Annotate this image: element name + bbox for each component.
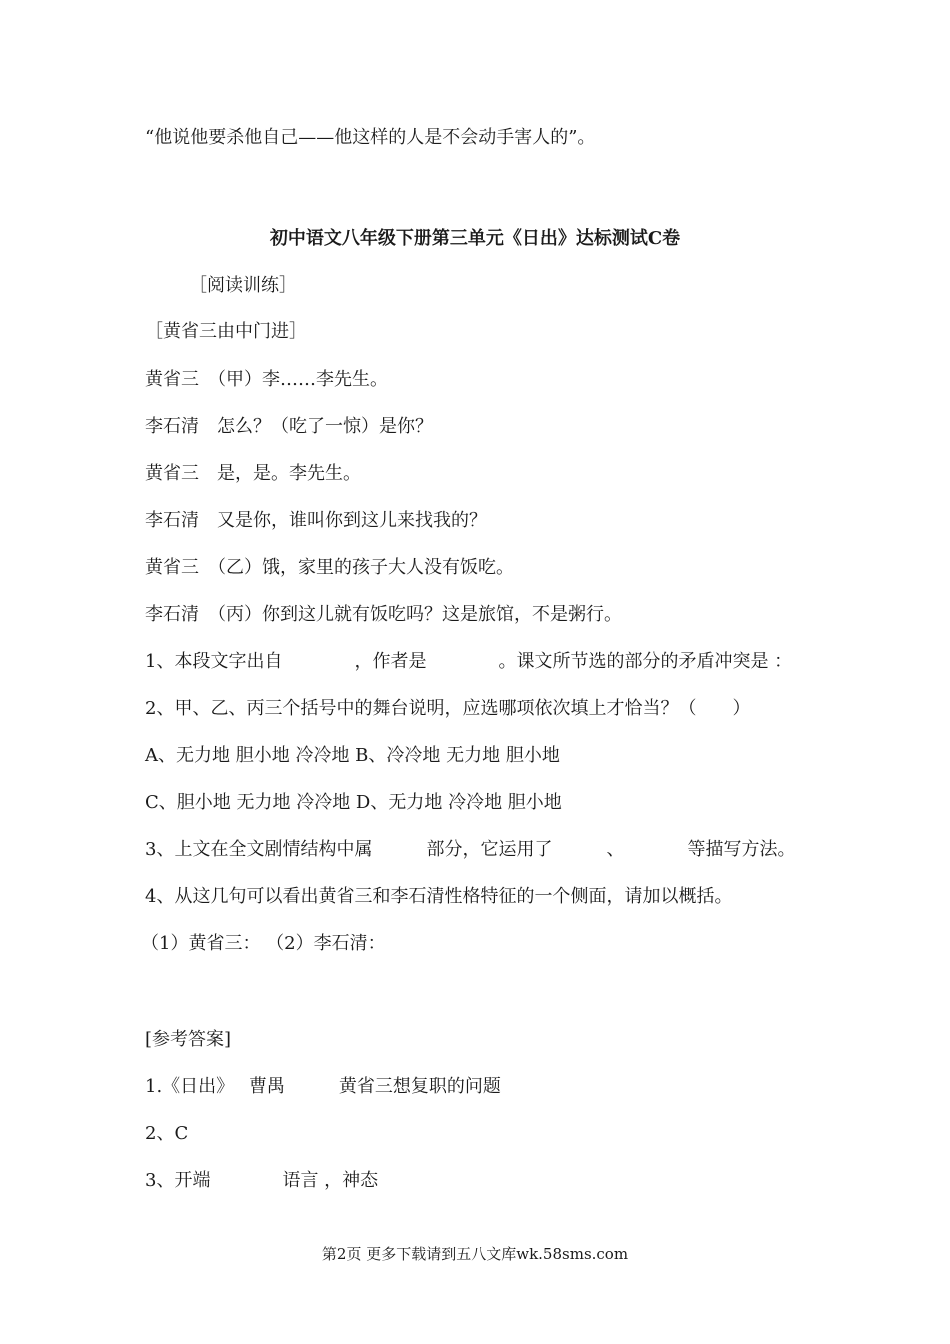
question-4-parts: （1）黄省三： （2）李石清： xyxy=(141,933,386,954)
question-2-option-ab: A、无力地 胆小地 冷冷地 B、冷冷地 无力地 胆小地 xyxy=(145,745,560,766)
question-4: 4、从这几句可以看出黄省三和李石清性格特征的一个侧面，请加以概括。 xyxy=(145,886,733,907)
question-2-option-cd: C、胆小地 无力地 冷冷地 D、无力地 冷冷地 胆小地 xyxy=(145,792,562,813)
question-2: 2、甲、乙、丙三个括号中的舞台说明，应选哪项依次填上才恰当？（ ） xyxy=(145,698,751,719)
quote-line: “他说他要杀他自己——他这样的人是不会动手害人的”。 xyxy=(145,127,596,148)
dialogue-line: 李石清 怎么？（吃了一惊）是你？ xyxy=(145,416,433,437)
answers-heading: [参考答案] xyxy=(145,1029,232,1050)
dialogue-line: 黄省三 是，是。李先生。 xyxy=(145,463,361,484)
section-heading: ［阅读训练］ xyxy=(189,275,297,296)
stage-direction: ［黄省三由中门进］ xyxy=(145,321,307,342)
dialogue-line: 李石清 （丙）你到这儿就有饭吃吗？这是旅馆，不是粥行。 xyxy=(145,604,622,625)
answer-3: 3、开端 语言 ，神态 xyxy=(145,1170,379,1191)
question-3: 3、上文在全文剧情结构中属 部分，它运用了 、 等描写方法。 xyxy=(145,839,796,860)
answer-2: 2、C xyxy=(145,1123,189,1144)
dialogue-line: 李石清 又是你，谁叫你到这儿来找我的？ xyxy=(145,510,487,531)
dialogue-line: 黄省三 （甲）李……李先生。 xyxy=(145,369,388,390)
page-title: 初中语文八年级下册第三单元《日出》达标测试C卷 xyxy=(269,228,681,249)
dialogue-line: 黄省三 （乙）饿，家里的孩子大人没有饭吃。 xyxy=(145,557,514,578)
answer-1: 1.《日出》 曹禺 黄省三想复职的问题 xyxy=(145,1076,501,1097)
question-1: 1、本段文字出自 ，作者是 。课文所节选的部分的矛盾冲突是 ： xyxy=(145,651,793,672)
page-footer: 第2页 更多下载请到五八文库wk.58sms.com xyxy=(321,1245,629,1263)
